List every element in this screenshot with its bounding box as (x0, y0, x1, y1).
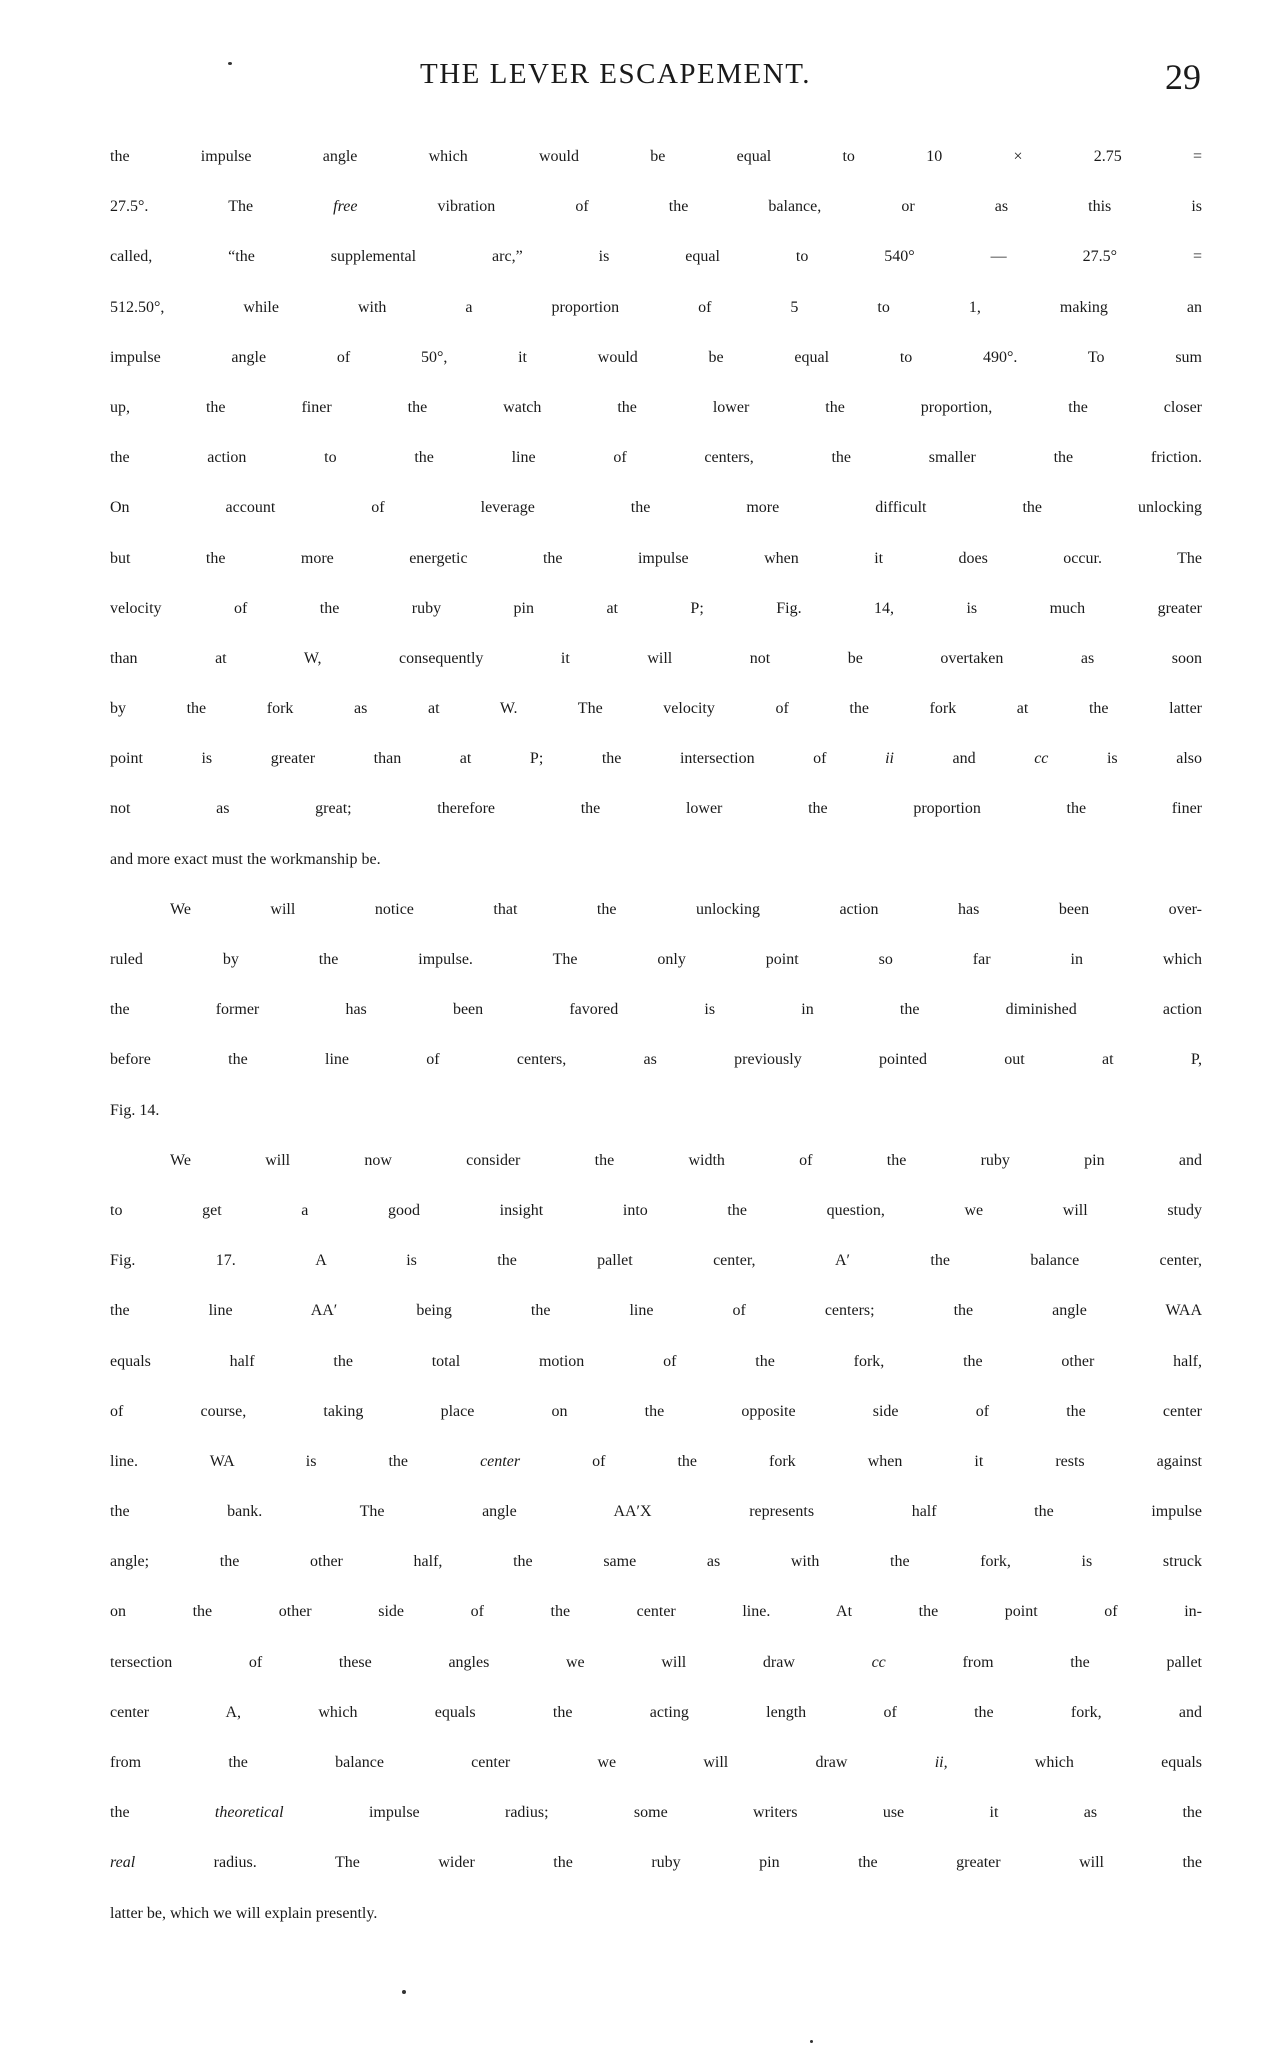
paragraph (110, 148, 1202, 901)
text-line (110, 198, 1202, 248)
italic-text: center (480, 1452, 521, 1470)
text-fragment: We will now consider the width of the ruby pin and (170, 1151, 1202, 1169)
text-fragment: the (110, 1804, 215, 1822)
text-line (110, 700, 1202, 750)
text-line (110, 1603, 1202, 1653)
text-fragment: up, the finer the watch the lower the proportion, the closer (110, 398, 1202, 416)
text-fragment: which equals (947, 1754, 1203, 1771)
text-line (110, 299, 1202, 349)
text-fragment: vibration of the balance, or as this is (357, 198, 1203, 216)
text-fragment: On account of leverage the more difficult the unlocking (110, 499, 1202, 517)
text-line (110, 951, 1202, 1001)
text-fragment: before the line of centers, as previously pointed out at P, (110, 1051, 1202, 1069)
text-line (110, 851, 1202, 901)
text-fragment: the line AA′ being the line of centers; the angle WAA (110, 1302, 1202, 1320)
scan-speck (402, 1990, 406, 1994)
text-line (110, 1051, 1202, 1101)
text-fragment: 27.5°. The (110, 198, 334, 216)
text-line (110, 349, 1202, 399)
text-line (110, 650, 1202, 700)
italic-text: free (333, 198, 358, 216)
text-line (110, 1302, 1202, 1352)
text-fragment: the former has been favored is in the diminished action (110, 1001, 1202, 1019)
text-line (110, 901, 1202, 951)
text-fragment: and more exact must the workmanship be. (110, 850, 381, 868)
text-fragment: radius. The wider the ruby pin the greater will the (135, 1854, 1202, 1872)
text-line (110, 800, 1202, 850)
italic-text: cc (871, 1653, 886, 1671)
text-line (110, 1453, 1202, 1503)
text-line (110, 399, 1202, 449)
text-fragment: by the fork as at W. The velocity of the fork at the latter (110, 700, 1202, 718)
text-fragment: impulse radius; some writers use it as the (283, 1804, 1202, 1822)
text-fragment: but the more energetic the impulse when it does occur. The (110, 549, 1202, 567)
text-fragment: and (893, 750, 1035, 768)
text-fragment: Fig. 17. A is the pallet center, A′ the balance center, (110, 1252, 1202, 1270)
text-line (110, 1804, 1202, 1854)
text-fragment: from the balance center we will draw (110, 1754, 935, 1771)
text-fragment: tersection of these angles we will draw (110, 1653, 872, 1671)
text-line (110, 600, 1202, 650)
text-fragment: on the other side of the center line. At the point of in- (110, 1603, 1202, 1621)
text-line (110, 1202, 1202, 1252)
text-fragment: 512.50°, while with a proportion of 5 to 1, making an (110, 298, 1202, 316)
scan-speck (228, 62, 232, 65)
text-fragment: velocity of the ruby pin at P; Fig. 14, is much greater (110, 599, 1202, 617)
italic-text: theoretical (214, 1804, 284, 1822)
text-line (110, 1754, 1202, 1804)
text-fragment: than at W, consequently it will not be overtaken as soon (110, 649, 1202, 667)
text-fragment: impulse angle of 50°, it would be equal to 490°. To sum (110, 348, 1202, 366)
text-line (110, 750, 1202, 800)
text-line (110, 1553, 1202, 1603)
text-fragment: We will notice that the unlocking action has been over- (170, 900, 1202, 918)
italic-text: ii (885, 750, 894, 768)
text-fragment: center A, which equals the acting length of the fork, and (110, 1703, 1202, 1721)
running-head (0, 58, 1288, 98)
text-line (110, 1905, 1202, 1955)
text-line (110, 550, 1202, 600)
text-fragment: of course, taking place on the opposite side of the center (110, 1402, 1202, 1420)
scan-speck (810, 2040, 813, 2043)
text-fragment: latter be, which we will explain presently. (110, 1904, 378, 1922)
paragraph (110, 1152, 1202, 1955)
text-line (110, 1704, 1202, 1754)
text-fragment: Fig. 14. (110, 1101, 160, 1119)
text-fragment: the impulse angle which would be equal to 10 × 2.75 = (110, 148, 1202, 165)
text-fragment: from the pallet (885, 1653, 1202, 1671)
paragraph (110, 901, 1202, 1152)
text-line (110, 1854, 1202, 1904)
text-fragment: line. WA is the (110, 1452, 481, 1470)
text-fragment: of the fork when it rests against (520, 1452, 1203, 1470)
text-line (110, 1252, 1202, 1302)
text-fragment: to get a good insight into the question, we will study (110, 1201, 1202, 1219)
text-line (110, 1503, 1202, 1553)
text-fragment: the action to the line of centers, the smaller the friction. (110, 449, 1202, 467)
text-line (110, 1403, 1202, 1453)
text-line (110, 1102, 1202, 1152)
italic-text: real (110, 1854, 136, 1872)
text-fragment: called, “the supplemental arc,” is equal to 540° — 27.5° = (110, 248, 1202, 266)
text-fragment: the bank. The angle AA′X represents half the impulse (110, 1503, 1202, 1521)
text-line (110, 1353, 1202, 1403)
text-fragment: angle; the other half, the same as with the fork, is struck (110, 1553, 1202, 1571)
text-line (110, 148, 1202, 198)
text-line (110, 499, 1202, 549)
text-line (110, 1152, 1202, 1202)
text-line (110, 248, 1202, 298)
text-line (110, 1654, 1202, 1704)
text-line (110, 449, 1202, 499)
text-fragment: not as great; therefore the lower the proportion the finer (110, 800, 1202, 818)
text-fragment: point is greater than at P; the intersection of (110, 750, 886, 768)
text-line (110, 1001, 1202, 1051)
body-text (110, 148, 1202, 1955)
text-fragment: equals half the total motion of the fork, the other half, (110, 1352, 1202, 1370)
italic-text: ii, (934, 1754, 948, 1771)
running-title: THE LEVER ESCAPEMENT. (420, 58, 812, 90)
italic-text: cc (1034, 750, 1049, 768)
page-number: 29 (1165, 57, 1201, 97)
text-fragment: ruled by the impulse. The only point so far in which (110, 951, 1202, 968)
text-fragment: is also (1048, 750, 1202, 768)
